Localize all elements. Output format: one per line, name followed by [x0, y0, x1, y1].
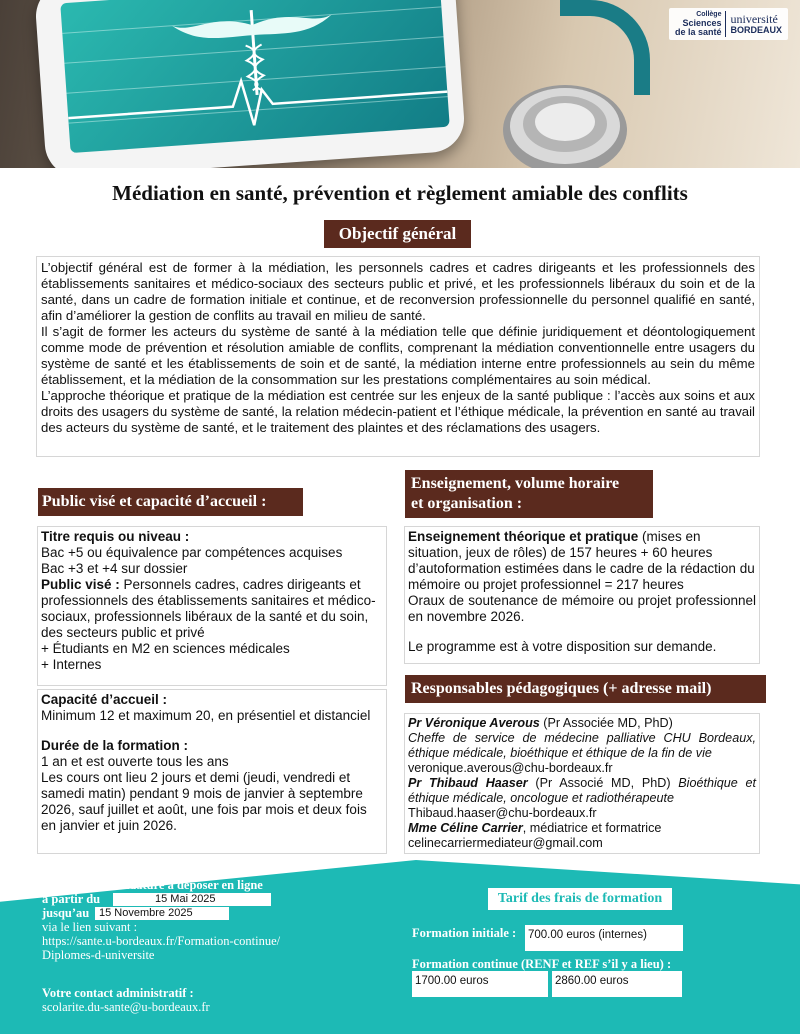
enseignement-subheading: Enseignement théorique et pratique [408, 529, 639, 544]
public-vise-paragraph [41, 577, 383, 641]
caduceus-icon [60, 0, 450, 153]
logo-university-text: université [730, 12, 778, 26]
objectif-paragraph-2: Il s’agit de former les acteurs du système de santé à la médiation telle que définie juridiquement et déontologiquement comme mode de prévention et résolution amiable de conflits, comprenant la médiation conventionnelle entre usagers du système de santé et les établissements de soin et de santé, la médiation interne entre professionnels au sein du même établissement, et la médiation de la consommation sur les prestations complémentaires au soin médical. [41, 324, 755, 387]
objectif-heading: Objectif général [324, 220, 471, 248]
capacite-text: Minimum 12 et maximum 20, en présentiel et distanciel [41, 708, 371, 723]
enseignement-paragraph [408, 529, 756, 593]
responsable-1-name: Pr Véronique Averous [408, 716, 540, 730]
titre-heading: Titre requis ou niveau : [41, 529, 190, 544]
contact-email[interactable]: scolarite.du-sante@u-bordeaux.fr [42, 1000, 210, 1014]
public-extra-1: + Étudiants en M2 en sciences médicales [41, 641, 290, 656]
public-extra-2: + Internes [41, 657, 102, 672]
responsables-heading: Responsables pédagogiques (+ adresse mail) [405, 675, 766, 703]
tarif-heading: Tarif des frais de formation [488, 888, 672, 910]
date-start-field: 15 Mai 2025 [113, 893, 271, 906]
contact-heading: Votre contact administratif : [42, 986, 194, 1000]
objectif-paragraph-1: L’objectif général est de former à la médiation, les personnels cadres et cadres dirigeants et les professionnels des établissements sanitaires et médico-sociaux des secteurs public et privé, et les professionnels libéraux du soin et de la santé, dans un cadre de formation initiale et continue, et de reconversion professionnelle du personnel qualifié en santé, afin d’améliorer la gestion de conflits au travail en milieu de santé. [41, 260, 755, 323]
responsable-3-title: , médiatrice et formatrice [522, 821, 662, 835]
responsable-3-name: Mme Céline Carrier [408, 821, 523, 835]
programme-text: Le programme est à votre disposition sur demande. [408, 639, 717, 654]
responsable-1 [408, 716, 756, 731]
candidature-link-1[interactable]: https://sante.u-bordeaux.fr/Formation-continue/ [42, 934, 281, 948]
via-lien-label: via le lien suivant : [42, 920, 138, 934]
duree-heading: Durée de la formation : [41, 738, 189, 753]
formation-continue-value-2: 2860.00 euros [552, 971, 682, 997]
responsable-2 [408, 776, 756, 806]
responsable-1-title: (Pr Associée MD, PhD) [539, 716, 673, 730]
enseignement-box [404, 526, 760, 664]
responsable-3-email[interactable]: celinecarriermediateur@gmail.com [408, 836, 603, 850]
public-vise-text: Personnels cadres, cadres dirigeants et professionnels des établissements sanitaires et médico-sociaux, professionnels libéraux de la santé et du soin, des secteurs public et privé [41, 577, 376, 640]
formation-initiale-label: Formation initiale : [412, 926, 517, 940]
header-image [0, 0, 800, 168]
capacite-box [37, 689, 387, 854]
jusqu-label: jusqu’au [42, 906, 90, 920]
duree-text: Les cours ont lieu 2 jours et demi (jeudi, vendredi et samedi matin) pendant 9 mois de janvier à septembre 2026, sauf juillet et août, une fois par mois et deux fois en janvier et juin 2026. [41, 770, 367, 833]
a-partir-label: à partir du [42, 892, 101, 906]
formation-continue-value-1: 1700.00 euros [412, 971, 548, 997]
logo-sante-text: de la santé [674, 27, 722, 37]
titre-line-1: Bac +5 ou équivalence par compétences acquises [41, 545, 343, 560]
logo-sciences-text: Sciences [682, 18, 722, 28]
university-logo [669, 8, 788, 40]
formation-initiale-value: 700.00 euros (internes) [525, 925, 683, 951]
page-title: Médiation en santé, prévention et règlement amiable des conflits [112, 181, 688, 205]
objectif-paragraph-3: L’approche théorique et pratique de la médiation est centrée sur les enjeux de la santé publique : l’accès aux soins et aux droits des usagers du système de santé, la relation médecin-patient et l’éthique médicale, la prévention en santé au travail des acteurs du système de santé, et le traitement des plaintes et des réclamations des usagers. [41, 388, 755, 435]
date-end-field: 15 Novembre 2025 [95, 907, 229, 920]
formation-continue-label: Formation continue (RENF et REF s’il y a lieu) : [412, 957, 672, 971]
dossier-heading: Dossier de candidature à déposer en ligne [42, 878, 263, 892]
public-heading: Public visé et capacité d’accueil : [38, 488, 303, 516]
responsables-box [404, 713, 760, 854]
enseignement-heading-line-1: Enseignement, volume horaire [411, 475, 620, 492]
duree-line-1: 1 an et est ouverte tous les ans [41, 754, 229, 769]
titre-line-2: Bac +3 et +4 sur dossier [41, 561, 188, 576]
logo-college-text: Collège [696, 11, 722, 18]
responsable-1-email[interactable]: veronique.averous@chu-bordeaux.fr [408, 761, 613, 775]
logo-bordeaux-text: BORDEAUX [730, 25, 782, 35]
oraux-text: Oraux de soutenance de mémoire ou projet professionnel en novembre 2026. [408, 593, 756, 624]
responsable-2-role: Bioéthique et éthique médicale, oncologue et radiothérapeute [408, 776, 757, 805]
responsable-2-title: (Pr Associé MD, PhD) [527, 776, 679, 790]
responsable-3 [408, 821, 756, 836]
responsable-1-role: Cheffe de service de médecine palliative CHU Bordeaux, éthique médicale, bioéthique et éthique de la fin de vie [408, 731, 756, 760]
responsable-2-email[interactable]: Thibaud.haaser@chu-bordeaux.fr [408, 806, 597, 820]
responsable-2-name: Pr Thibaud Haaser [408, 776, 528, 790]
logo-divider [725, 11, 726, 37]
stethoscope-icon [495, 70, 645, 168]
enseignement-heading [405, 470, 653, 518]
candidature-link-2[interactable]: Diplomes-d-universite [42, 948, 155, 962]
objectif-box [36, 256, 760, 457]
enseignement-heading-line-2: et organisation : [411, 495, 523, 512]
public-vise-heading: Public visé : [41, 577, 120, 592]
enseignement-text: (mises en situation, jeux de rôles) de 157 heures + 60 heures d’autoformation estimées dans le cadre de la rédaction du mémoire ou projet professionnel = 217 heures [408, 529, 755, 592]
public-box [37, 526, 387, 686]
capacite-heading: Capacité d’accueil : [41, 692, 168, 707]
phone-screen-graphic [60, 0, 450, 153]
